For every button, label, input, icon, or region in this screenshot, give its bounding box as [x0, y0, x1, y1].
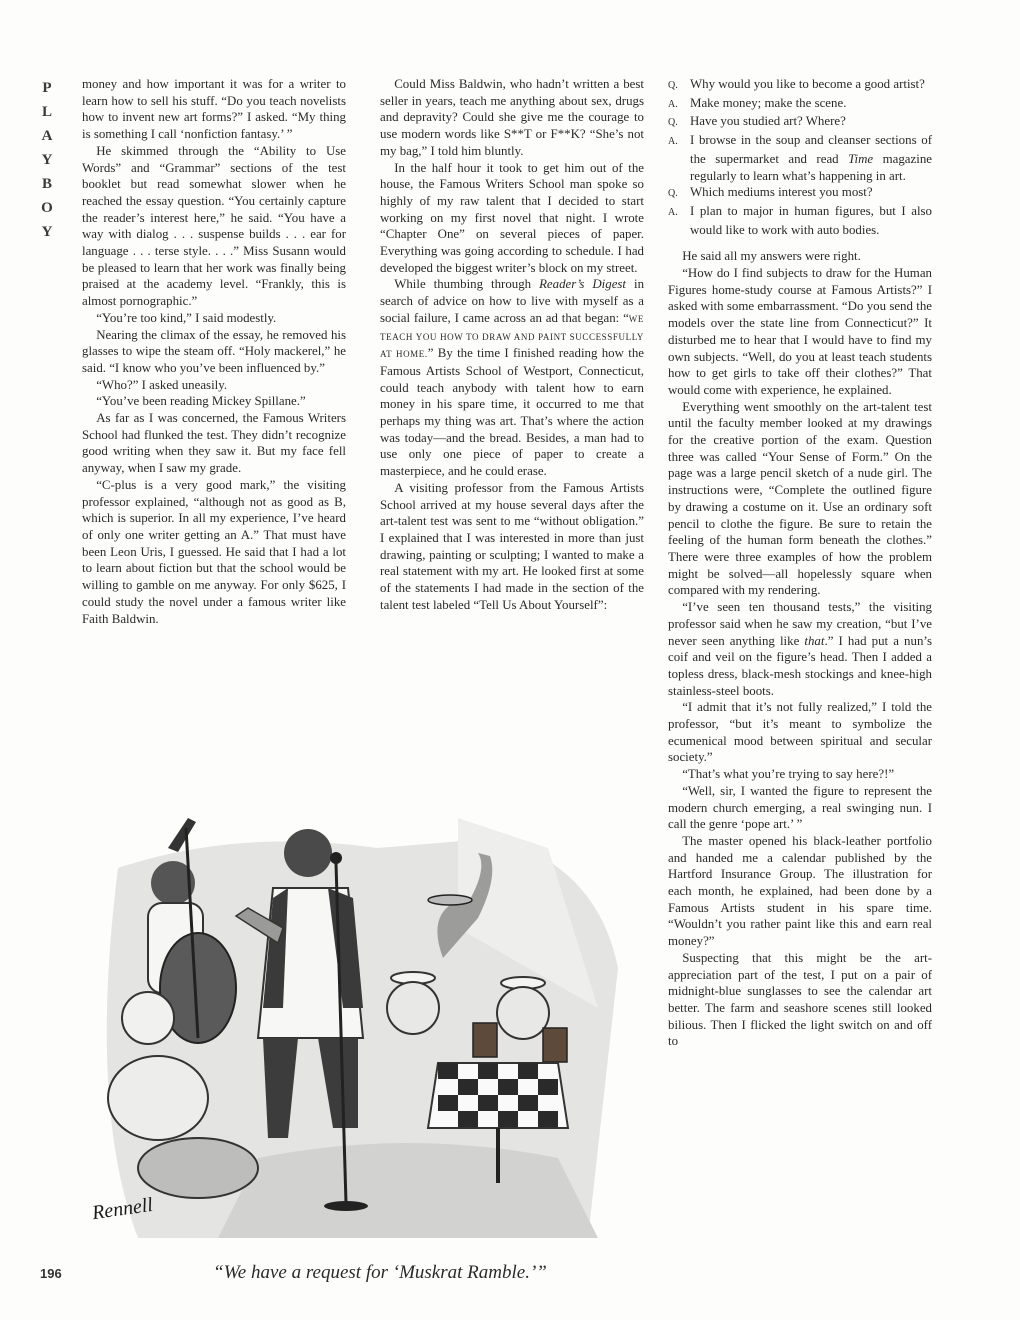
paragraph: The master opened his black-leather portfolio and handed me a calendar published by the Hartford Insurance Group. The illustration for each month, he explained, had been done by a Famous Artists student in his spare time. “Wouldn’t you rather paint like this and earn real money?” [668, 833, 932, 949]
paragraph: Nearing the climax of the essay, he removed his glasses to wipe the steam off. “Holy mackerel,” he said. “I know who you’ve been influenced by.” [82, 327, 346, 375]
paragraph: money and how important it was for a writer to learn how to sell his stuff. “Do you teach novelists how to invent new art forms?” I asked. “My thing is something I call ‘nonfiction fantasy.’ ” [82, 77, 346, 142]
paragraph: “I admit that it’s not fully realized,” I told the professor, “but it’s meant to symbolize the ecumenical mood between spiritual and secular society.” [668, 700, 932, 765]
paragraph: “How do I find subjects to draw for the Human Figures home-study course at Famous Artists?” I asked with some embarrassment. “Do you send the models over the state line from Connecticut?” It disturbed me to hear that I would have to find my own subjects. “Well, do you at least teach students how to get girls to take off their clothes?” That would come with experience, he explained. [668, 266, 932, 397]
paragraph: Suspecting that this might be the art-appreciation part of the test, I put on a pair of midnight-blue sunglasses to see the calendar art better. The farm and seashore scenes still looked bilious. Then I flicked the light switch on and off to [668, 950, 932, 1049]
qa-item: A. I plan to major in human figures, but I also would like to work with auto bodies. [668, 203, 932, 237]
title-letter: O [41, 200, 53, 216]
title-letter: Y [41, 152, 53, 168]
paragraph: As far as I was concerned, the Famous Writers School had flunked the test. They didn’t recognize good writing when they saw it. But my face fell anyway, when I saw my grade. [82, 411, 346, 476]
qa-item: A. I browse in the soup and cleanser sections of the supermarket and read Time magazine regularly to learn what’s happening in art. [668, 133, 932, 183]
qa-item: A. Make money; make the scene. [668, 95, 847, 110]
text-column-1 [82, 76, 346, 627]
text-column-3 [668, 76, 932, 1050]
cartoon-caption: “We have a request for ‘Muskrat Ramble.’” [213, 1262, 547, 1283]
paragraph: A visiting professor from the Famous Artists School arrived at my house several days after the art-talent test was sent to me “without obligation.” I explained that I was interested in more than just drawing, painting or sculpting; I wanted to make a real statement with my art. He looked first at some of the statements I had made in the section of the talent test labeled “Tell Us About Yourself”: [380, 480, 644, 612]
publication-title: Reader’s Digest [539, 277, 627, 292]
page-number: 196 [40, 1266, 62, 1281]
qa-item: Q. Which mediums interest you most? [668, 185, 873, 200]
paragraph: He said all my answers were right. [682, 249, 861, 264]
qa-item: Q. Have you studied art? Where? [668, 114, 846, 129]
paragraph: Could Miss Baldwin, who hadn’t written a best seller in years, teach me anything about sex, drugs and depravity? Could she give me the courage to use modern words like S**T or F**K? “She’s not my bag,” I told him bluntly. [380, 77, 644, 158]
paragraph: “C-plus is a very good mark,” the visiting professor explained, “although not as good as B, which is superior. In all my experience, I’ve heard of only one writer getting an A.” That must have been Leon Uris, I guessed. He said that I had a lot to learn about fiction but that the school would be willing to gamble on me anyway. For only $625, I could study the novel under a famous writer like Faith Baldwin. [82, 477, 346, 626]
paragraph: “Well, sir, I wanted the figure to represent the modern church emerging, a real swinging nun. I call the genre ‘pope art.’ ” [668, 783, 932, 832]
paragraph: “I’ve seen ten thousand tests,” the visiting professor said when he saw my creation, “but I’ve never seen anything like that.” I had put a nun’s coif and veil on the figure’s head. Then I added a topless dress, black-mesh stockings and knee-high stainless-steel boots. [668, 600, 932, 698]
paragraph: “You’ve been reading Mickey Spillane.” [96, 394, 306, 409]
paragraph: “Who?” I asked uneasily. [96, 377, 228, 392]
paragraph: Everything went smoothly on the art-talent test until the faculty member looked at my drawings for the creative portion of the exam. Question three was called “Your Sense of Form.” On the page was a large pencil sketch of a nude girl. The instructions were, “Complete the outlined figure by drawing a costume on it. Use an ordinary soft pencil to clothe the figure. Be sure to retain the feeling of the human form beneath the clothes.” There were three examples of how the problem might be solved—all hopelessly square when compared with my rendering. [668, 399, 932, 598]
stage-floor [218, 1143, 598, 1238]
title-letter: Y [41, 224, 53, 240]
paragraph: “That’s what you’re trying to say here?!” [682, 767, 895, 782]
text-column-2 [380, 76, 644, 614]
paragraph: “You’re too kind,” I said modestly. [96, 310, 277, 325]
paragraph: He skimmed through the “Ability to Use Words” and “Grammar” sections of the test booklet but read somewhat slower when he reached the essay question. “You certainly capture the reader’s interest here,” he said. “You have a way with dialog . . . suspense builds . . . ear for language . . . terse style. . . .” Miss Susann would be pleased to learn that her work was finally being praised at the academy level. “Frankly, this is almost pornographic.” [82, 143, 346, 309]
qa-item: Q. Why would you like to become a good artist? [668, 77, 925, 91]
title-letter: B [41, 176, 52, 192]
title-letter: A [41, 128, 53, 144]
title-letter: P [42, 80, 52, 96]
publication-title: Time [848, 151, 874, 166]
title-letter: L [41, 104, 52, 120]
magazine-title-vertical [34, 76, 60, 244]
ad-headline: WE TEACH YOU HOW TO DRAW AND PAINT SUCCESSFULLY AT HOME. [380, 313, 644, 360]
paragraph: While thumbing through Reader’s Digest in search of advice on how to live with myself as a social failure, I came across an ad that began: “WE TEACH YOU HOW TO DRAW AND PAINT SUCCESSFULLY AT HOME.” By the time I finished reading how the Famous Artists School of Westport, Connecticut, could teach anybody with talent how to earn money in his spare time, it occurred to me that perhaps my thing was art. That’s where the action was today—and the bread. Besides, a man had to use only one piece of paper to create a masterpiece, and he could erase. [380, 277, 645, 479]
paragraph: In the half hour it took to get him out of the house, the Famous Writers School man spoke so highly of my raw talent that I decided to start working on my first novel that night. I wrote “Chapter One” on several pieces of paper. Everything was going according to schedule. I had developed the biggest writer’s block on my street. [380, 160, 644, 275]
artist-signature: Rennell [90, 1193, 155, 1225]
cartoon-illustration [78, 808, 638, 1248]
